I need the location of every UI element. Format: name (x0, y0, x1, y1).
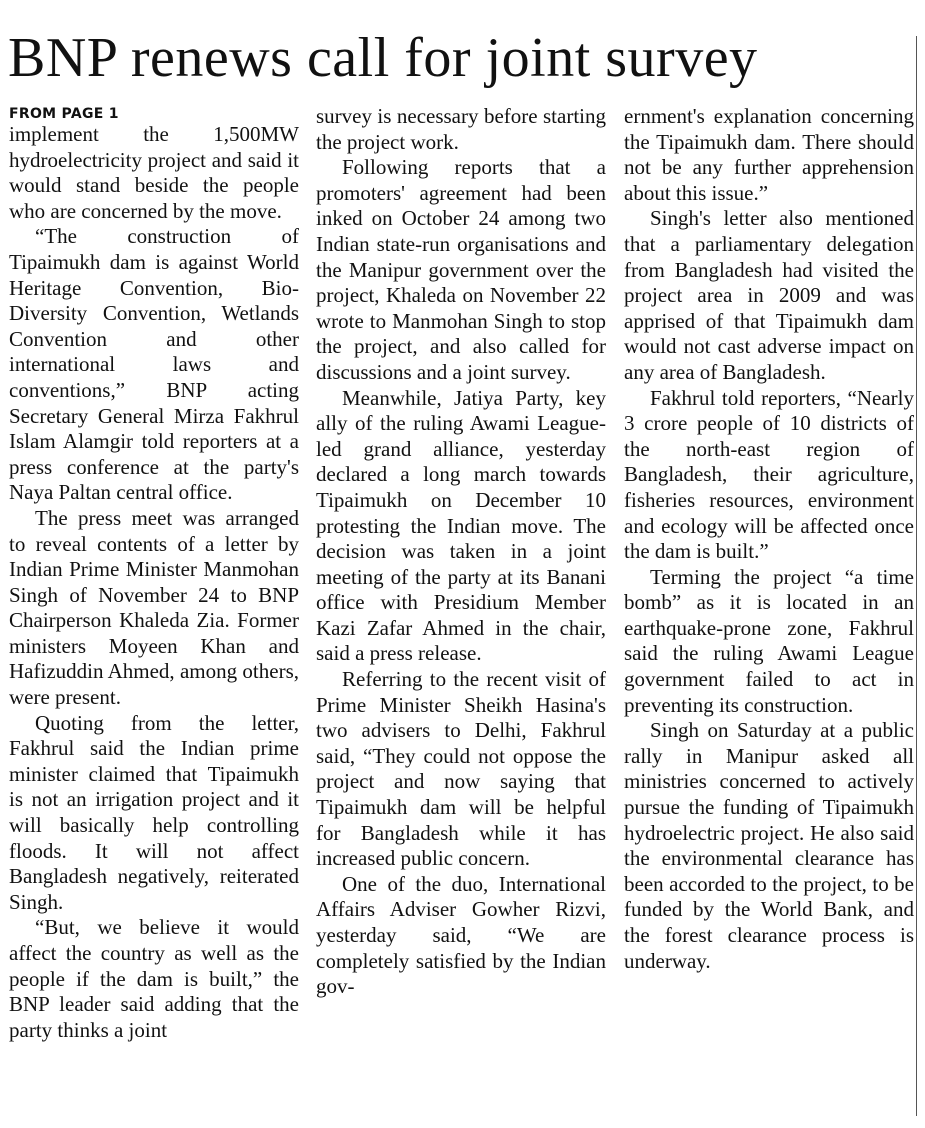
paragraph: “But, we believe it would affect the country as well as the people if the dam is built,” the BNP leader said adding that the party thinks a joint (9, 915, 299, 1042)
paragraph: Singh's letter also mentioned that a parliamentary delegation from Bangladesh had visited the project area in 2009 and was apprised of that Tipaimukh dam would not cast adverse impact on any area of Bangladesh. (624, 206, 914, 384)
paragraph: “The construction of Tipaimukh dam is against World Heritage Convention, Bio-Diversity Convention, Wetlands Convention and other international laws and conventions,” BNP acting Secretary General Mirza Fakhrul Islam Alamgir told reporters at a press conference at the party's Naya Paltan central office. (9, 224, 299, 505)
paragraph: Fakhrul told reporters, “Nearly 3 crore people of 10 districts of the north-east region of Bangladesh, their agriculture, fisheries resources, environment and ecology will be affected once the dam is built.” (624, 385, 914, 564)
article-column-3 (624, 104, 914, 974)
paragraph: The press meet was arranged to reveal contents of a letter by Indian Prime Minister Manmohan Singh of November 24 to BNP Chairperson Khaleda Zia. Former ministers Moyeen Khan and Hafizuddin Ahmed, among others, were present. (9, 505, 299, 710)
article-column-1 (9, 106, 299, 1043)
paragraph: implement the 1,500MW hydroelectricity project and said it would stand beside the people who are concerned by the move. (9, 122, 299, 223)
paragraph: One of the duo, International Affairs Adviser Gowher Rizvi, yesterday said, “We are completely satisfied by the Indian gov- (316, 871, 606, 999)
column-divider (916, 36, 917, 1116)
kicker-from-page: FROM PAGE 1 (9, 106, 119, 122)
paragraph: Singh on Saturday at a public rally in Manipur asked all ministries concerned to actively pursue the funding of Tipaimukh hydroelectric project. He also said the environmental clearance has been accorded to the project, to be funded by the World Bank, and the forest clearance process is underway. (624, 718, 914, 973)
headline: BNP renews call for joint survey (8, 27, 758, 89)
paragraph: survey is necessary before starting the project work. (316, 104, 606, 154)
article-column-2 (316, 104, 606, 1000)
paragraph: ernment's explanation concerning the Tipaimukh dam. There should not be any further apprehension about this issue.” (624, 104, 914, 205)
paragraph: Referring to the recent visit of Prime Minister Sheikh Hasina's two advisers to Delhi, Fakhrul said, “They could not oppose the project and now saying that Tipaimukh dam will be helpful for Bangladesh while it has increased public concern. (316, 667, 606, 871)
paragraph: Terming the project “a time bomb” as it is located in an earthquake-prone zone, Fakhrul said the ruling Awami League government failed to act in preventing its construction. (624, 564, 914, 717)
paragraph: Meanwhile, Jatiya Party, key ally of the ruling Awami League-led grand alliance, yesterday declared a long march towards Tipaimukh on December 10 protesting the Indian move. The decision was taken in a joint meeting of the party at its Banani office with Presidium Member Kazi Zafar Ahmed in the chair, said a press release. (316, 385, 606, 666)
paragraph: Following reports that a promoters' agreement had been inked on October 24 among two Indian state-run organisations and the Manipur government over the project, Khaleda on November 22 wrote to Manmohan Singh to stop the project, and also called for discussions and a joint survey. (316, 155, 606, 384)
paragraph: Quoting from the letter, Fakhrul said the Indian prime minister claimed that Tipaimukh is not an irrigation project and it will basically help controlling floods. It will not affect Bangladesh negatively, reiterated Singh. (9, 710, 299, 914)
